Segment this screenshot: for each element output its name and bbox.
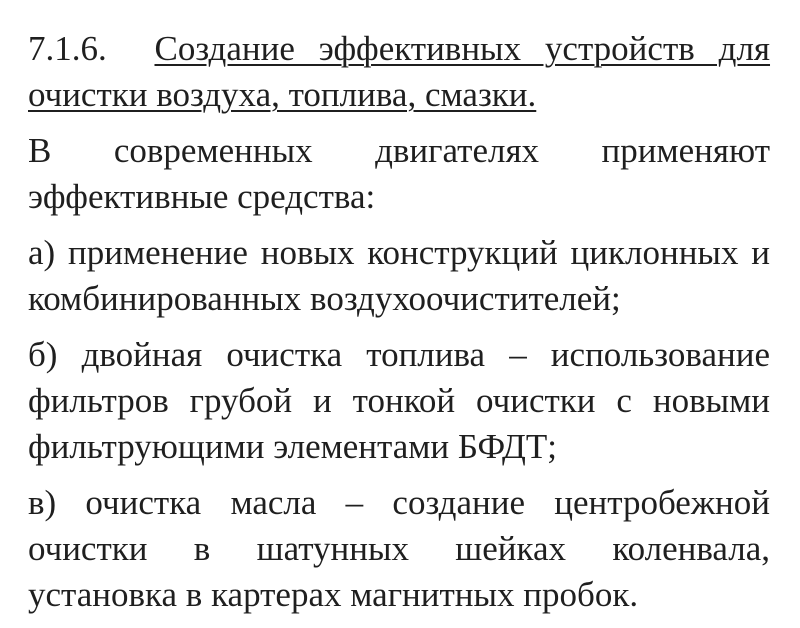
list-item: б) двойная очистка топлива – использование фильтров грубой и тонкой очистки с новыми фильтрующими элементами БФДТ;: [28, 335, 770, 466]
list-item: а) применение новых конструкций циклонных и комбинированных воздухоочистителей;: [28, 233, 770, 318]
section-title: Создание эффективных устройств для очистки воздуха, топлива, смазки.: [28, 29, 771, 114]
section-number: 7.1.6.: [28, 29, 107, 68]
document-page: [28, 26, 770, 628]
intro-paragraph: В современных двигателях применяют эффективные средства:: [28, 131, 770, 216]
section-heading: [28, 26, 770, 118]
list-item: в) очистка масла – создание центробежной очистки в шатунных шейках коленвала, установка в картерах магнитных пробок.: [28, 483, 770, 614]
